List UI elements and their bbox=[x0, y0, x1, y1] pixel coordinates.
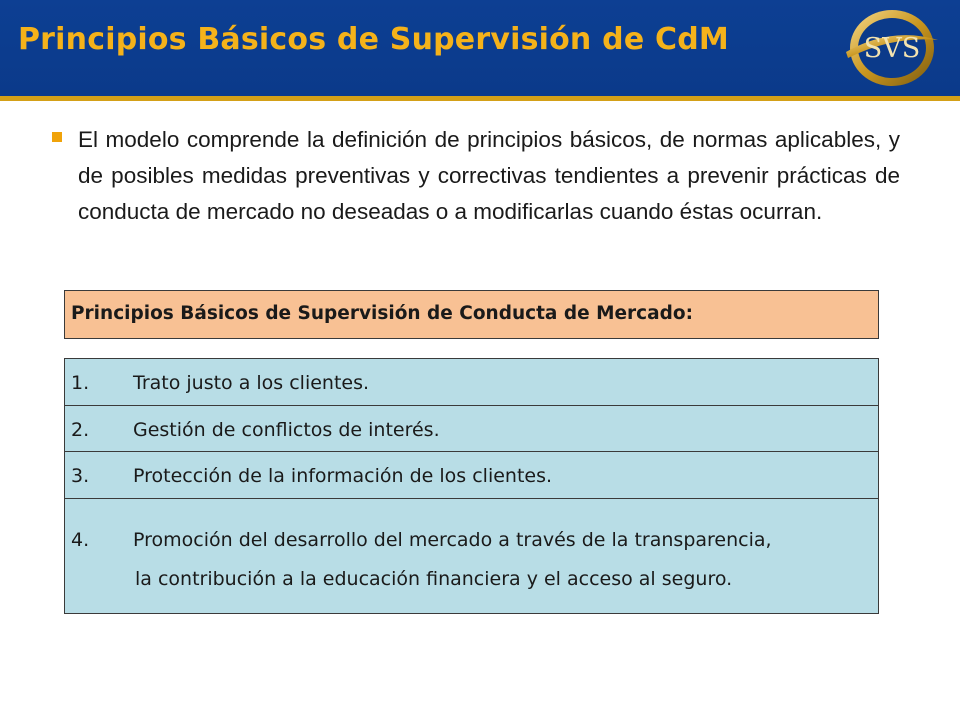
principle-text: Trato justo a los clientes. bbox=[133, 372, 370, 394]
principle-text: Protección de la información de los clientes. bbox=[133, 465, 553, 487]
principle-number: 1. bbox=[71, 372, 90, 394]
logo-text: SVS bbox=[863, 33, 921, 64]
principle-text: Promoción del desarrollo del mercado a través de la transparencia, bbox=[133, 529, 772, 551]
square-bullet-icon bbox=[52, 132, 62, 142]
principles-heading: Principios Básicos de Supervisión de Conducta de Mercado: bbox=[71, 303, 693, 324]
page-title: Principios Básicos de Supervisión de CdM bbox=[18, 22, 729, 57]
bullet-text: El modelo comprende la definición de principios básicos, de normas aplicables, y de posibles medidas preventivas y correctivas tendientes a prevenir prácticas de conducta de mercado no deseadas o a modificarlas cuando éstas ocurran. bbox=[78, 127, 900, 224]
principle-row bbox=[64, 498, 879, 614]
principle-number: 4. bbox=[71, 529, 90, 551]
principle-number: 3. bbox=[71, 465, 90, 487]
principle-text-continued: la contribución a la educación financiera y el acceso al seguro. bbox=[135, 568, 733, 590]
principle-row bbox=[64, 405, 879, 452]
principle-number: 2. bbox=[71, 419, 90, 441]
svs-logo bbox=[842, 6, 942, 90]
principle-row bbox=[64, 358, 879, 406]
principle-text: Gestión de conflictos de interés. bbox=[133, 419, 440, 441]
principle-row bbox=[64, 451, 879, 499]
principles-heading-box bbox=[64, 290, 879, 339]
header-divider bbox=[0, 96, 960, 101]
